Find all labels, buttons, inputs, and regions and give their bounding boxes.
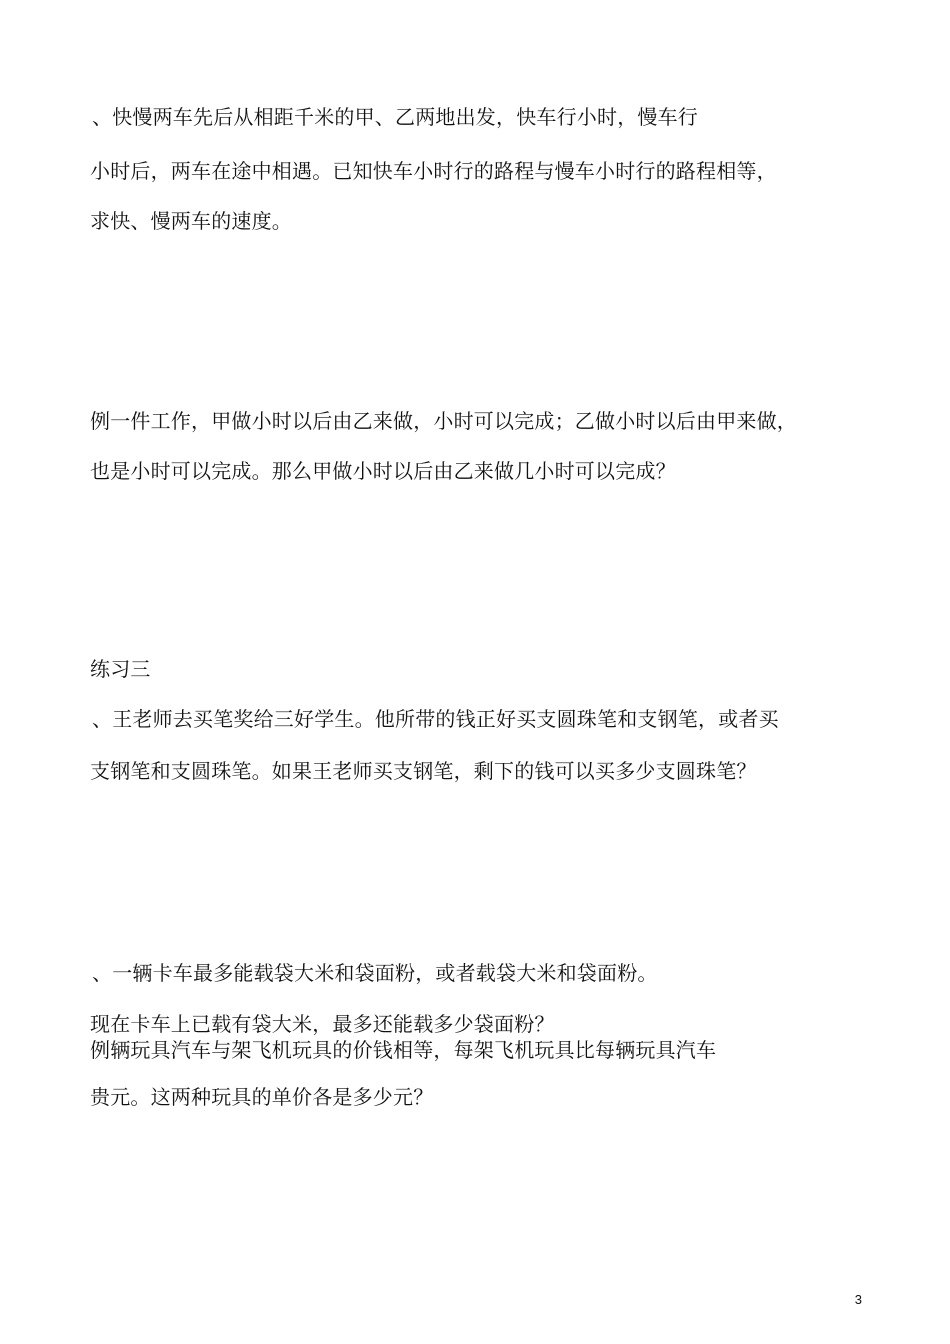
practice-q1-line-2: 支钢笔和支圆珠笔。如果王老师买支钢笔，剩下的钱可以买多少支圆珠笔？ (90, 759, 757, 783)
practice-q2-line-1: 、一辆卡车最多能载袋大米和袋面粉，或者载袋大米和袋面粉。 (92, 961, 658, 985)
practice-example-line-1: 例辆玩具汽车与架飞机玩具的价钱相等，每架飞机玩具比每辆玩具汽车 (90, 1038, 717, 1062)
problem-a-line-2: 小时后，两车在途中相遇。已知快车小时行的路程与慢车小时行的路程相等， (90, 159, 777, 183)
practice-example-line-2: 贵元。这两种玩具的单价各是多少元？ (90, 1085, 434, 1109)
problem-a-line-3: 求快、慢两车的速度。 (90, 209, 292, 233)
example-b-line-2: 也是小时可以完成。那么甲做小时以后由乙来做几小时可以完成？ (90, 459, 676, 483)
page-number: 3 (854, 1292, 862, 1307)
problem-a-line-1: 、快慢两车先后从相距千米的甲、乙两地出发，快车行小时，慢车行 (92, 105, 698, 129)
practice-q1-line-1: 、王老师去买笔奖给三好学生。他所带的钱正好买支圆珠笔和支钢笔，或者买 (92, 707, 779, 731)
practice-heading: 练习三 (90, 657, 151, 681)
practice-q2-line-2: 现在卡车上已载有袋大米，最多还能载多少袋面粉？ (90, 1012, 555, 1036)
example-b-line-1: 例一件工作，甲做小时以后由乙来做，小时可以完成；乙做小时以后由甲来做， (90, 409, 797, 433)
